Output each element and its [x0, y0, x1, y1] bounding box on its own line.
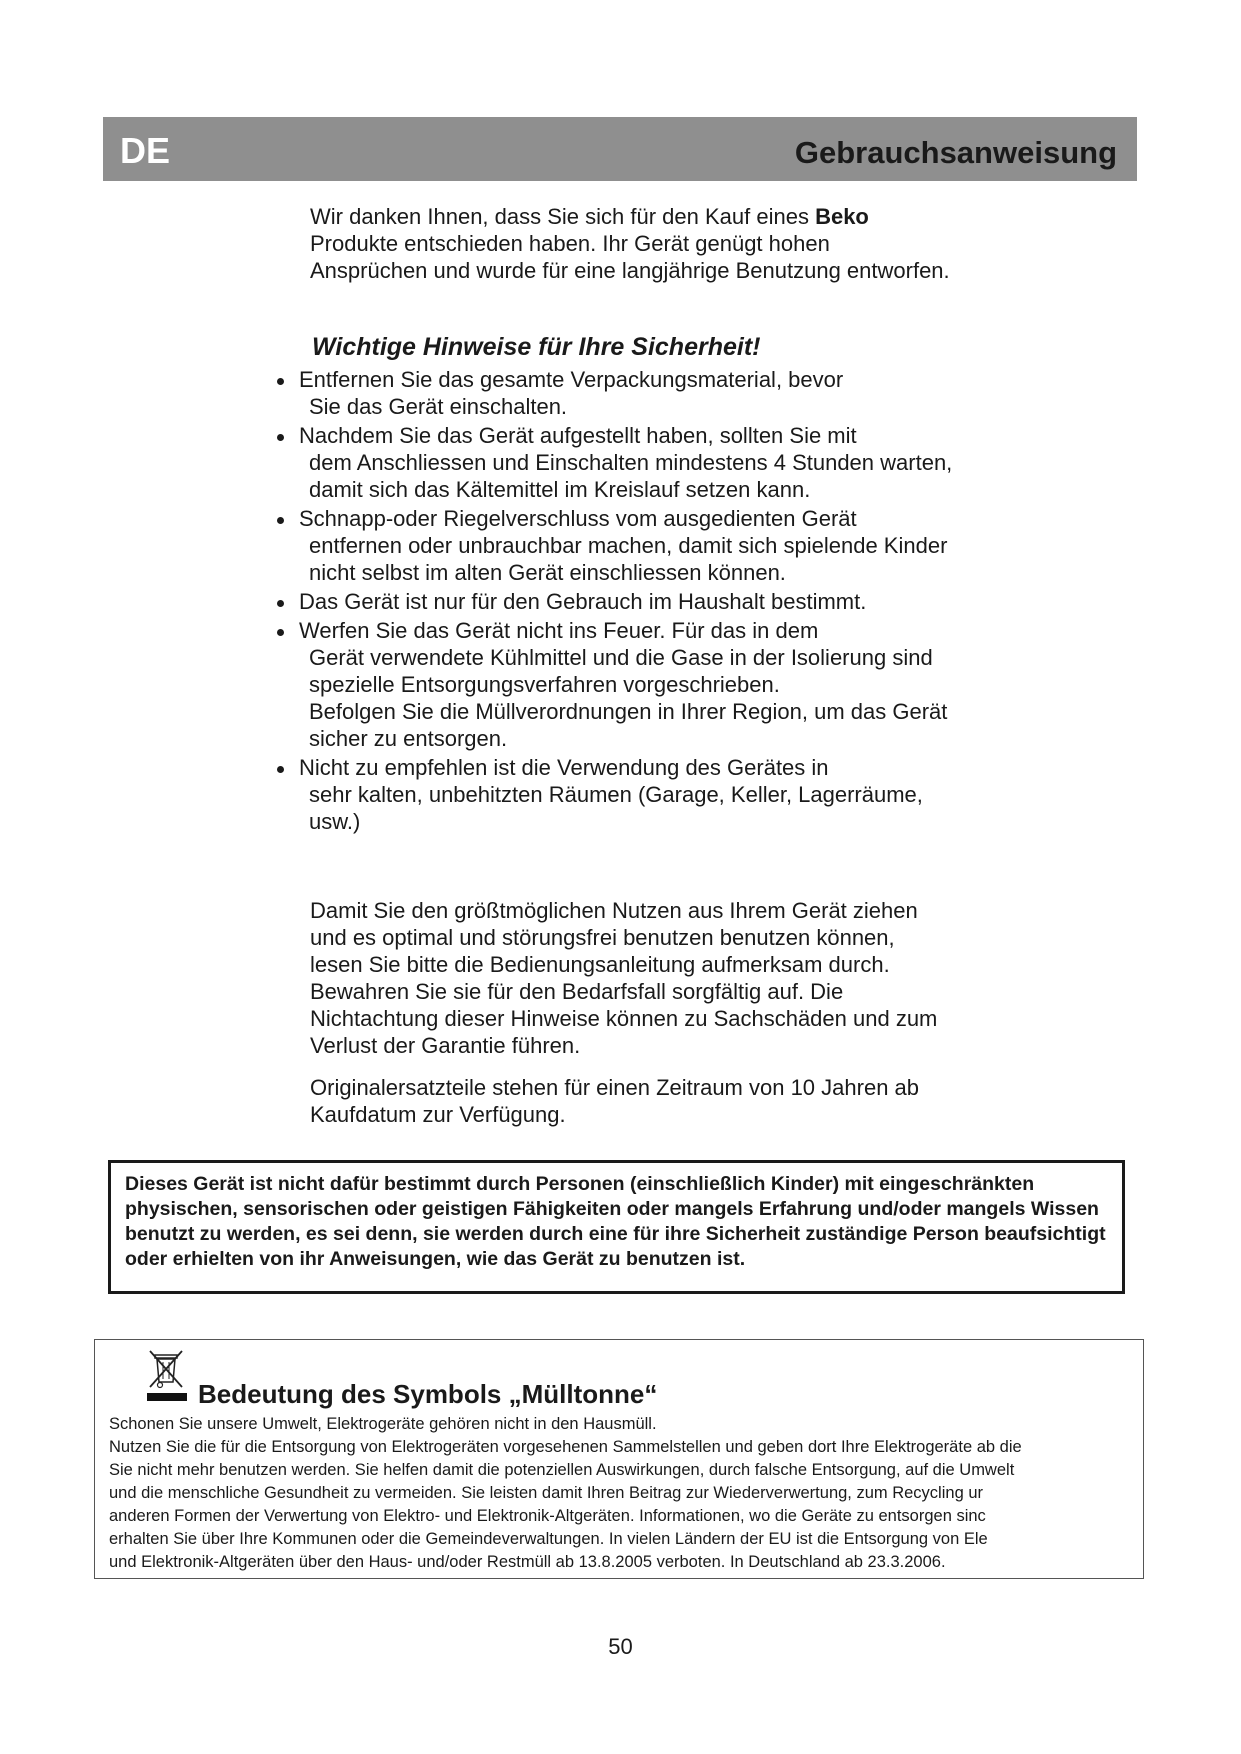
warning-text: Dieses Gerät ist nicht dafür bestimmt durch Personen (einschließlich Kinder) mit eingeschränkten physischen, sensorischen oder geistigen Fähigkeiten oder mangels Erfahrung und/oder mangels Wissen benutzt zu werden, es sei denn, sie werden durch eine für ihre Sicherheit zuständige Person beaufsichtigt oder erhielten von ihr Anweisungen, wie das Gerät zu benutzen ist. [125, 1173, 1106, 1270]
disposal-line: Schonen Sie unsere Umwelt, Elektrogeräte gehören nicht in den Hausmüll. [109, 1415, 657, 1433]
list-item [273, 617, 953, 752]
list-item-rest: entfernen oder unbrauchbar machen, damit sich spielende Kinder nicht selbst im alten Gerät einschliessen können. [309, 533, 948, 585]
disposal-text [109, 1413, 1144, 1574]
bullet-icon [277, 378, 284, 385]
safety-list [273, 366, 953, 837]
page-number: 50 [608, 1634, 633, 1659]
crossed-out-wheelie-bin-icon [145, 1348, 189, 1404]
list-item-first-line: Werfen Sie das Gerät nicht ins Feuer. Für das in dem [299, 618, 819, 643]
header-bar [103, 117, 1137, 181]
usage-paragraph: Damit Sie den größtmöglichen Nutzen aus Ihrem Gerät ziehen und es optimal und störungsfrei benutzen benutzen können, lesen Sie bitte die Bedienungsanleitung aufmerksam durch. Bewahren Sie sie für den Bedarfsfall sorgfältig auf. Die Nichtachtung dieser Hinweise können zu Sachschäden und zum Verlust der Garantie führen. [310, 898, 938, 1058]
intro-text-after: Produkte entschieden haben. Ihr Gerät genügt hohen Ansprüchen und wurde für eine langjährige Benutzung entworfen. [310, 231, 950, 283]
disposal-line: und Elektronik-Altgeräten über den Haus- und/oder Restmüll ab 13.8.2005 verboten. In Deutschland ab 23.3.2006. [109, 1553, 946, 1571]
list-item [273, 588, 953, 615]
bullet-icon [277, 434, 284, 441]
list-item [273, 366, 953, 420]
list-item-first-line: Nicht zu empfehlen ist die Verwendung des Gerätes in [299, 755, 829, 780]
list-item-rest-second: Befolgen Sie die Müllverordnungen in Ihrer Region, um das Gerät sicher zu entsorgen. [309, 699, 948, 751]
list-item-rest: sehr kalten, unbehitzten Räumen (Garage, Keller, Lagerräume, usw.) [309, 782, 923, 834]
list-item-rest: Sie das Gerät einschalten. [309, 394, 568, 419]
disposal-line: Sie nicht mehr benutzen werden. Sie helfen damit die potenziellen Auswirkungen, durch falsche Entsorgung, auf die Umwelt [109, 1461, 1015, 1479]
document-title: Gebrauchsanweisung [794, 135, 1117, 170]
intro-text-before: Wir danken Ihnen, dass Sie sich für den Kauf eines [310, 204, 816, 229]
bullet-icon [277, 766, 284, 773]
list-item-first-line: Schnapp-oder Riegelverschluss vom ausgedienten Gerät [299, 506, 857, 531]
intro-paragraph [310, 203, 950, 284]
spare-parts-paragraph: Originalersatzteile stehen für einen Zeitraum von 10 Jahren ab Kaufdatum zur Verfügung. [310, 1075, 920, 1127]
list-item [273, 422, 953, 503]
language-code: DE [120, 130, 171, 171]
list-item-rest: dem Anschliessen und Einschalten mindestens 4 Stunden warten, damit sich das Kältemittel im Kreislauf setzen kann. [309, 450, 953, 502]
list-item [273, 754, 953, 835]
bullet-icon [277, 629, 284, 636]
disposal-title: Bedeutung des Symbols „Mülltonne“ [198, 1379, 658, 1409]
brand-name: Beko [815, 204, 869, 229]
disposal-line: anderen Formen der Verwertung von Elektro- und Elektronik-Altgeräten. Informationen, wo die Geräte zu entsorgen sinc [109, 1507, 986, 1525]
safety-heading: Wichtige Hinweise für Ihre Sicherheit! [312, 333, 761, 361]
list-item-first-line: Das Gerät ist nur für den Gebrauch im Haushalt bestimmt. [299, 589, 867, 614]
disposal-box [94, 1339, 1144, 1579]
list-item-rest: Gerät verwendete Kühlmittel und die Gase in der Isolierung sind spezielle Entsorgungsverfahren vorgeschrieben. [309, 645, 933, 697]
list-item-first-line: Nachdem Sie das Gerät aufgestellt haben, sollten Sie mit [299, 423, 857, 448]
disposal-line: und die menschliche Gesundheit zu vermeiden. Sie leisten damit Ihren Beitrag zur Wiederverwertung, zum Recycling ur [109, 1484, 984, 1502]
list-item-first-line: Entfernen Sie das gesamte Verpackungsmaterial, bevor [299, 367, 844, 392]
disposal-line: erhalten Sie über Ihre Kommunen oder die Gemeindeverwaltungen. In vielen Ländern der EU ist die Entsorgung von Ele [109, 1530, 988, 1548]
bullet-icon [277, 517, 284, 524]
list-item [273, 505, 953, 586]
disposal-line: Nutzen Sie die für die Entsorgung von Elektrogeräten vorgesehenen Sammelstellen und geben dort Ihre Elektrogeräte ab die [109, 1438, 1022, 1456]
bullet-icon [277, 600, 284, 607]
warning-box [108, 1160, 1125, 1294]
